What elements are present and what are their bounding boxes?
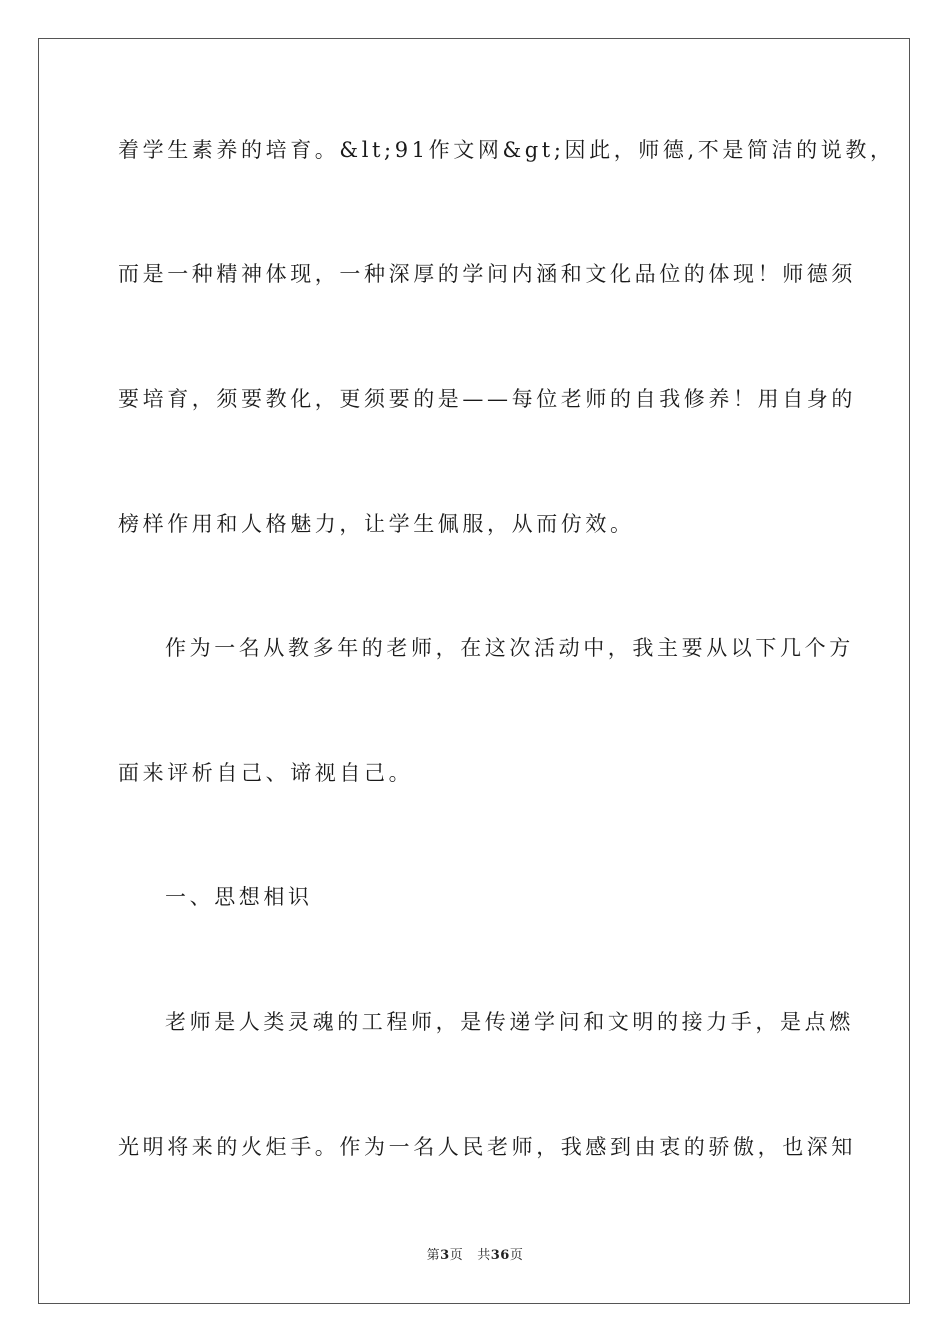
section-heading: 一、思想相识 xyxy=(165,885,313,909)
paragraph-line-7: 老师是人类灵魂的工程师，是传递学问和文明的接力手，是点燃 xyxy=(165,1010,854,1034)
paragraph-line-1: 着学生素养的培育。&lt;91作文网&gt;因此，师德,不是简洁的说教， xyxy=(118,138,895,162)
paragraph-line-4: 榜样作用和人格魅力，让学生佩服，从而仿效。 xyxy=(118,512,635,536)
page-footer xyxy=(0,1248,950,1264)
footer-total-suffix: 页 xyxy=(509,1248,524,1263)
footer-page-suffix: 页 xyxy=(449,1248,464,1263)
paragraph-line-6: 面来评析自己、谛视自己。 xyxy=(118,761,414,785)
paragraph-line-5: 作为一名从教多年的老师，在这次活动中，我主要从以下几个方 xyxy=(165,636,854,660)
paragraph-line-8: 光明将来的火炬手。作为一名人民老师，我感到由衷的骄傲，也深知 xyxy=(118,1135,856,1159)
paragraph-line-3: 要培育，须要教化，更须要的是——每位老师的自我修养！用自身的 xyxy=(118,387,856,411)
footer-total-pages: 36 xyxy=(490,1248,510,1263)
footer-total-prefix: 共 xyxy=(477,1248,491,1263)
footer-page-prefix: 第 xyxy=(426,1248,441,1263)
paragraph-line-2: 而是一种精神体现，一种深厚的学问内涵和文化品位的体现！师德须 xyxy=(118,262,856,286)
page-border xyxy=(38,38,910,1304)
footer-page-number: 3 xyxy=(440,1248,450,1263)
